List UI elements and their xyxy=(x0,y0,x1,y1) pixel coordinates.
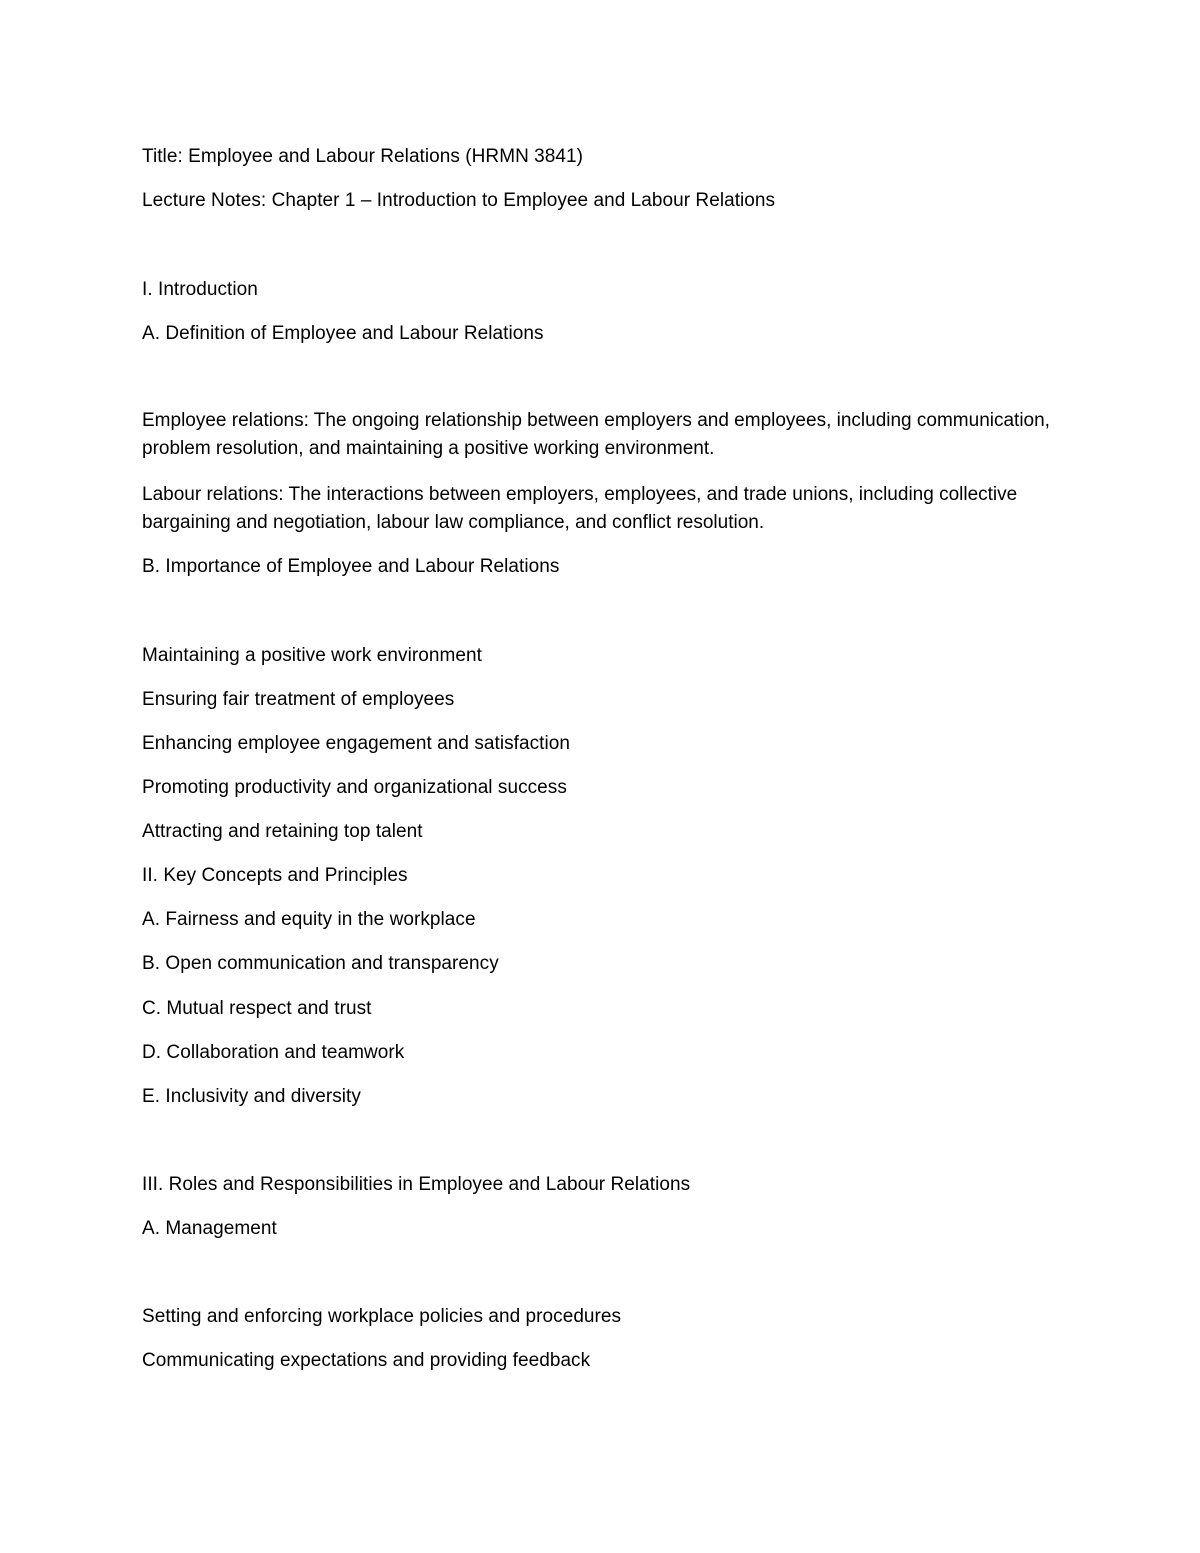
list-item: A. Fairness and equity in the workplace xyxy=(142,909,476,930)
section-3a-heading: A. Management xyxy=(142,1218,277,1239)
section-1a-heading: A. Definition of Employee and Labour Relations xyxy=(142,323,544,344)
list-item: Setting and enforcing workplace policies and procedures xyxy=(142,1306,622,1327)
section-2-heading: II. Key Concepts and Principles xyxy=(142,865,408,886)
list-item: E. Inclusivity and diversity xyxy=(142,1086,361,1107)
list-item: Promoting productivity and organizational success xyxy=(142,777,567,798)
document-title: Title: Employee and Labour Relations (HRMN 3841) xyxy=(142,146,584,167)
list-item: Communicating expectations and providing feedback xyxy=(142,1350,591,1371)
section-1-heading: I. Introduction xyxy=(142,279,258,300)
definition-employee-relations: Employee relations: The ongoing relationship between employers and employees, including communication, problem resolution, and maintaining a positive working environment. xyxy=(142,410,1050,459)
list-item: D. Collaboration and teamwork xyxy=(142,1042,405,1063)
list-item: Ensuring fair treatment of employees xyxy=(142,689,455,710)
list-item: Enhancing employee engagement and satisfaction xyxy=(142,733,570,754)
list-item: Attracting and retaining top talent xyxy=(142,821,423,842)
list-item: C. Mutual respect and trust xyxy=(142,998,372,1019)
definition-labour-relations: Labour relations: The interactions between employers, employees, and trade unions, including collective bargaining and negotiation, labour law compliance, and conflict resolution. xyxy=(142,484,1018,533)
list-item: B. Open communication and transparency xyxy=(142,953,499,974)
document-subtitle: Lecture Notes: Chapter 1 – Introduction to Employee and Labour Relations xyxy=(142,190,776,211)
list-item: Maintaining a positive work environment xyxy=(142,645,482,666)
section-3-heading: III. Roles and Responsibilities in Employee and Labour Relations xyxy=(142,1174,691,1195)
section-1b-heading: B. Importance of Employee and Labour Relations xyxy=(142,556,560,577)
